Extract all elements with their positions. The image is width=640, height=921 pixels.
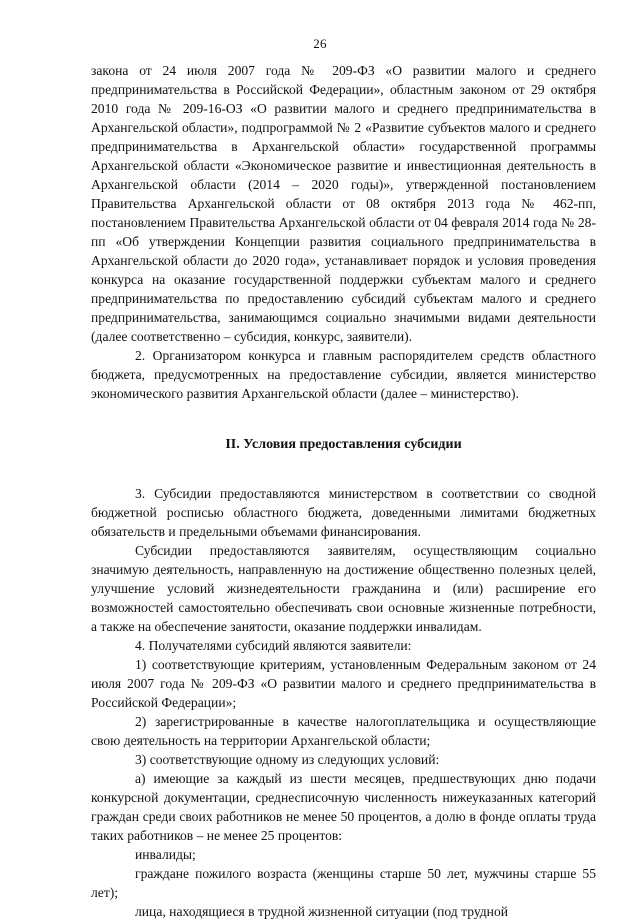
list-item-conditions: 3) соответствующие одному из следующих условий: <box>135 752 440 767</box>
paragraph-subsidy-provision: 3. Субсидии предоставляются министерством в соответствии со сводной бюджетной росписью областного бюджета, доведенными лимитами бюджетных обязательств и предельными объемами финансирования. <box>91 486 596 539</box>
paragraph-subsidy-purpose: Субсидии предоставляются заявителям, осуществляющим социально значимую деятельность, направленную на достижение общественно полезных целей, улучшение условий жизнедеятельности гражданина и (или) расширение его возможностей самостоятельно обеспечивать свои основные жизненные потребности, а также на обеспечение занятости, оказание поддержки инвалидам. <box>91 543 596 634</box>
paragraph-recipients: 4. Получателями субсидий являются заявители: <box>135 638 412 653</box>
list-item-disabled: инвалиды; <box>135 847 196 862</box>
paragraph-law-references: закона от 24 июля 2007 года № 209-ФЗ «О развитии малого и среднего предпринимательства в Российской Федерации», областным законом от 29 октября 2010 года № 209-16-ОЗ «О развитии малого и среднего предпринимательства в Архангельской области», подпрограммой № 2 «Развитие субъектов малого и среднего предпринимательства в Архангельской области» государственной программы Архангельской области «Экономическое развитие и инвестиционная деятельность в Архангельской области (2014 – 2020 годы)», утвержденной постановлением Правительства Архангельской области от 08 октября 2013 года № 462-пп, постановлением Правительства Архангельской области от 04 февраля 2014 года № 28-пп «Об утверждении Концепции развития социального предпринимательства в Архангельской области до 2020 года», устанавливает порядок и условия проведения конкурса на оказание государственной поддержки субъектам малого и среднего предпринимательства по предоставлению субсидий субъектам малого и среднего предпринимательства, занимающимся социально значимыми видами деятельности (далее соответственно – субсидия, конкурс, заявители). <box>91 63 596 344</box>
list-item-criteria: 1) соответствующие критериям, установленным Федеральным законом от 24 июля 2007 года № 209-ФЗ «О развитии малого и среднего предпринимательства в Российской Федерации»; <box>91 657 596 710</box>
page-number: 26 <box>313 36 327 51</box>
section-heading: II. Условия предоставления субсидии <box>225 437 462 452</box>
list-item-registered: 2) зарегистрированные в качестве налогоплательщика и осуществляющие свою деятельность на территории Архангельской области; <box>91 714 596 748</box>
document-body <box>91 61 596 921</box>
paragraph-organizer: 2. Организатором конкурса и главным распорядителем средств областного бюджета, предусмотренных на предоставление субсидии, является министерство экономического развития Архангельской области (далее – министерство). <box>91 348 596 401</box>
list-item-difficult-situation: лица, находящиеся в трудной жизненной ситуации (под трудной <box>135 904 509 919</box>
list-item-elderly: граждане пожилого возраста (женщины старше 50 лет, мужчины старше 55 лет); <box>91 866 596 900</box>
list-item-condition-a: а) имеющие за каждый из шести месяцев, предшествующих дню подачи конкурсной документации, среднесписочную численность нижеуказанных категорий граждан среди своих работников не менее 50 процентов, а долю в фонде оплаты труда таких работников – не менее 25 процентов: <box>91 771 596 843</box>
